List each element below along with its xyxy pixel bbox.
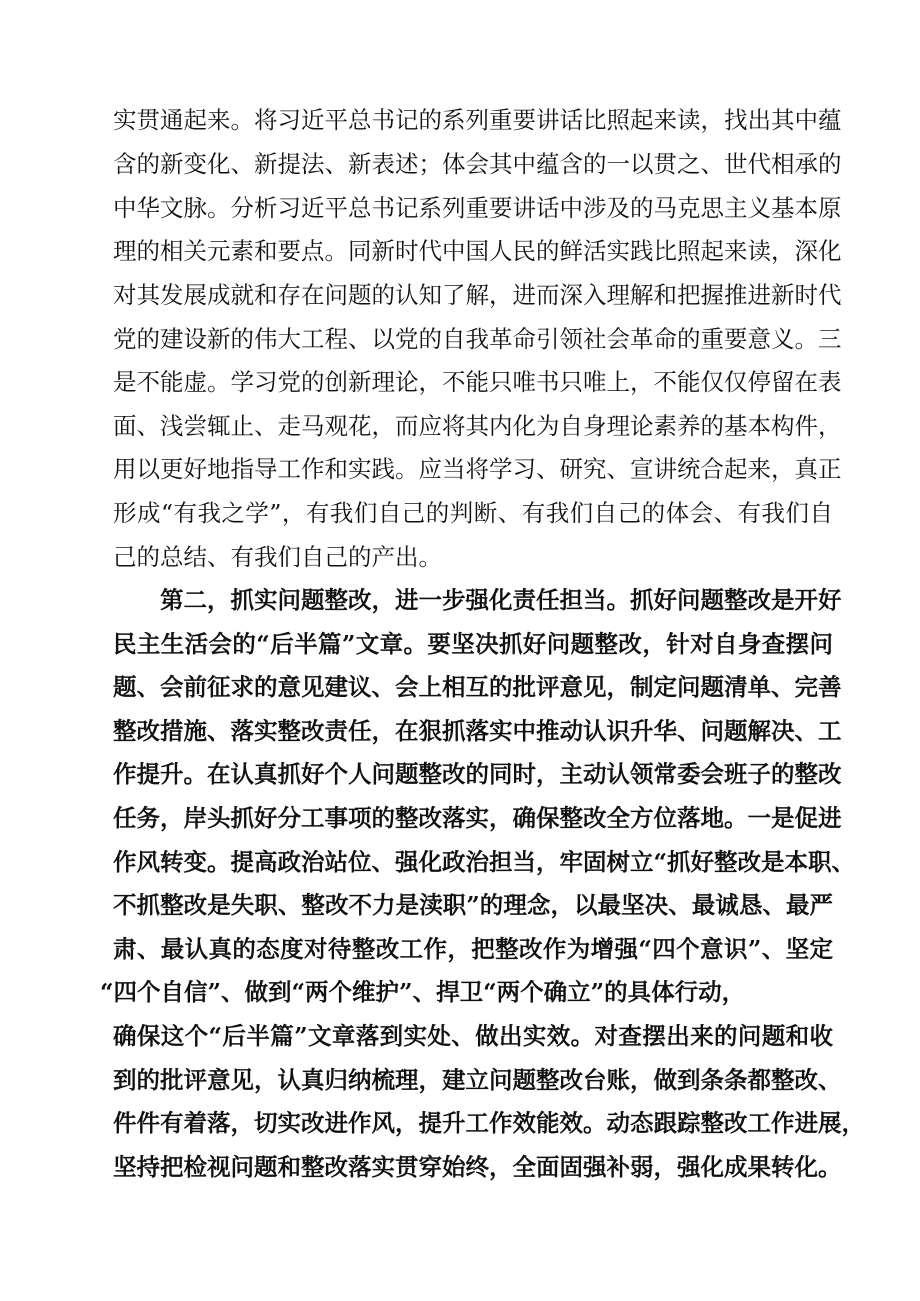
text-line: 用以更好地指导工作和实践。应当将学习、研究、宣讲统合起来，真正: [113, 455, 842, 483]
text-line: 中华文脉。分析习近平总书记系列重要讲话中涉及的马克思主义基本原: [113, 194, 842, 222]
text-line: 坚持把检视问题和整改落实贯穿始终，全面固强补弱，强化成果转化。: [113, 1153, 842, 1181]
text-line: 确保这个“后半篇”文章落到实处、做出实效。对查摆出来的问题和收: [113, 1022, 833, 1050]
text-line: 己的总结、有我们自己的产出。: [113, 543, 442, 571]
text-line: 党的建设新的伟大工程、以党的自我革命引领社会革命的重要意义。三: [113, 325, 842, 353]
paragraph-heading-line: 第二，抓实问题整改，进一步强化责任担当。抓好问题整改是开好: [160, 586, 842, 614]
text-line: 理的相关元素和要点。同新时代中国人民的鲜活实践比照起来读，深化: [113, 237, 842, 265]
text-line: “四个自信”、做到“两个维护”、捍卫“两个确立”的具体行动，: [100, 978, 746, 1006]
text-line: 作提升。在认真抓好个人问题整改的同时，主动认领常委会班子的整改: [113, 760, 842, 788]
text-line: 肃、最认真的态度对待整改工作，把整改作为增强“四个意识”、坚定: [113, 935, 833, 963]
text-line: 民主生活会的“后半篇”文章。要坚决抓好问题整改，针对自身查摆问: [113, 630, 833, 658]
text-line: 含的新变化、新提法、新表述；体会其中蕴含的一以贯之、世代相承的: [113, 150, 842, 178]
text-line: 整改措施、落实整改责任，在狠抓落实中推动认识升华、问题解决、工: [113, 717, 842, 745]
text-line: 是不能虚。学习党的创新理论，不能只唯书只唯上，不能仅仅停留在表: [113, 368, 842, 396]
text-line: 到的批评意见，认真归纳梳理，建立问题整改台账，做到条条都整改、: [113, 1066, 842, 1094]
text-line: 任务，岸头抓好分工事项的整改落实，确保整改全方位落地。一是促进: [113, 804, 842, 832]
text-line: 件件有着落，切实改进作风，提升工作效能效。动态跟踪整改工作进展，: [113, 1109, 865, 1137]
text-line: 实贯通起来。将习近平总书记的系列重要讲话比照起来读，找出其中蕴: [113, 106, 842, 134]
text-line: 对其发展成就和存在问题的认知了解，进而深入理解和把握推进新时代: [113, 281, 842, 309]
text-line: 题、会前征求的意见建议、会上相互的批评意见，制定问题清单、完善: [113, 673, 842, 701]
text-line: 面、浅尝辄止、走马观花，而应将其内化为自身理论素养的基本构件，: [113, 412, 842, 440]
text-line: 不抓整改是失职、整改不力是渎职”的理念，以最坚决、最诚恳、最严: [113, 891, 833, 919]
text-line: 形成“有我之学”，有我们自己的判断、有我们自己的体会、有我们自: [113, 499, 833, 527]
text-line: 作风转变。提高政治站位、强化政治担当，牢固树立“抓好整改是本职、: [113, 848, 856, 876]
